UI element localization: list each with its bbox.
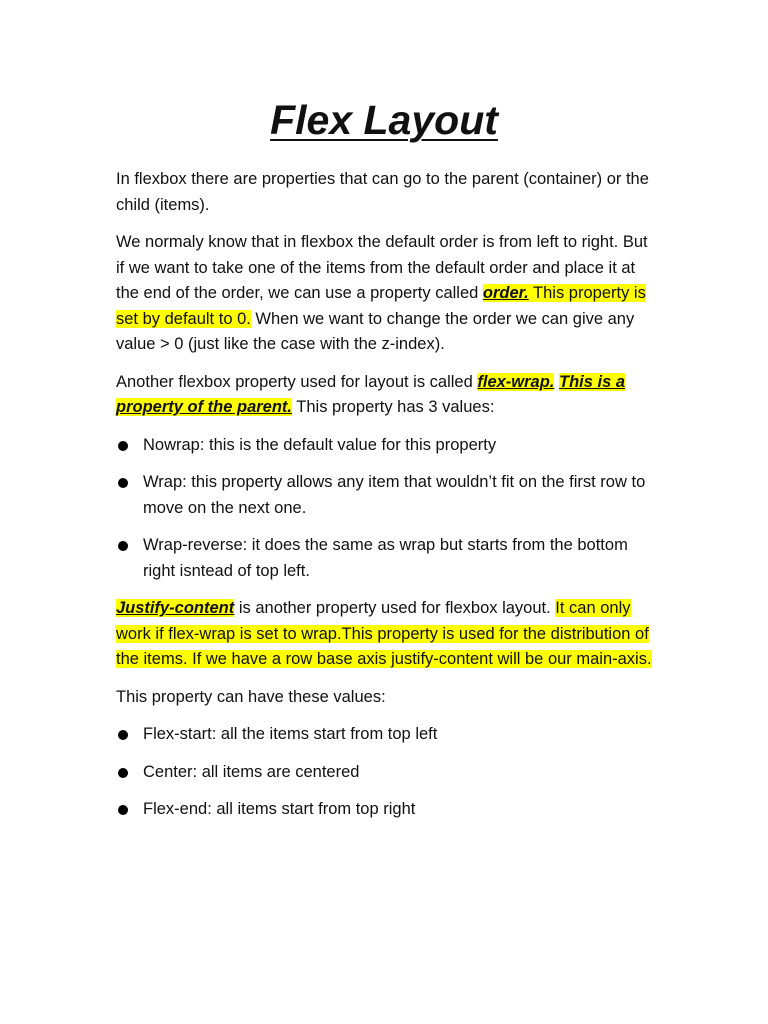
intro-paragraph: In flexbox there are properties that can go to the parent (container) or the child (items).	[116, 170, 649, 214]
bullet-icon	[118, 805, 128, 815]
flex-wrap-term: flex-wrap.	[477, 372, 555, 391]
flex-wrap-values-list	[116, 433, 656, 585]
values-intro-paragraph: This property can have these values:	[116, 687, 386, 706]
bullet-icon	[118, 768, 128, 778]
list-item-text: Nowrap: this is the default value for this property	[143, 435, 497, 454]
page-title: Flex Layout	[270, 97, 498, 143]
list-item	[116, 470, 656, 521]
list-item	[116, 722, 656, 748]
justify-content-text-middle: is another property used for flexbox layout.	[234, 599, 556, 617]
bullet-icon	[118, 441, 128, 451]
order-text-after: When we want to change the order we can give any value > 0 (just like the case with the z-index).	[116, 309, 635, 353]
order-paragraph	[116, 230, 656, 358]
list-item-text: Center: all items are centered	[143, 762, 360, 781]
list-item	[116, 797, 656, 823]
list-item	[116, 533, 656, 584]
list-item-text: Flex-end: all items start from top right	[143, 800, 416, 818]
bullet-icon	[118, 730, 128, 740]
list-item-text: Wrap-reverse: it does the same as wrap but starts from the bottom right isntead of top left.	[143, 536, 628, 580]
list-item	[116, 760, 656, 786]
order-text-before: We normaly know that in flexbox the default order is from left to right. But if we want to take one of the items from the default order and place it at the end of the order, we can use a property called	[116, 233, 648, 302]
flex-wrap-parent-note: This is a property of the parent.	[116, 372, 626, 416]
flex-wrap-paragraph	[116, 370, 656, 421]
list-item-text: Wrap: this property allows any item that wouldn’t fit on the first row to move on the next one.	[143, 473, 646, 517]
list-item-text: Flex-start: all the items start from top left	[143, 725, 438, 743]
flex-wrap-text-before: Another flexbox property used for layout is called	[116, 372, 478, 391]
justify-content-highlight: It can only work if flex-wrap is set to wrap.This property is used for the distribution of the items. If we have a row base axis justify-content will be our main-axis.	[116, 599, 652, 668]
justify-content-term: Justify-content	[116, 599, 235, 617]
order-default-highlight: This property is set by default to 0.	[116, 284, 646, 328]
justify-content-values-list	[116, 722, 656, 823]
bullet-icon	[118, 541, 128, 551]
document-body	[116, 167, 656, 835]
bullet-icon	[118, 478, 128, 488]
justify-content-paragraph	[116, 596, 656, 673]
list-item	[116, 433, 656, 459]
order-term: order.	[482, 284, 529, 302]
flex-wrap-text-after: This property has 3 values:	[292, 398, 495, 416]
